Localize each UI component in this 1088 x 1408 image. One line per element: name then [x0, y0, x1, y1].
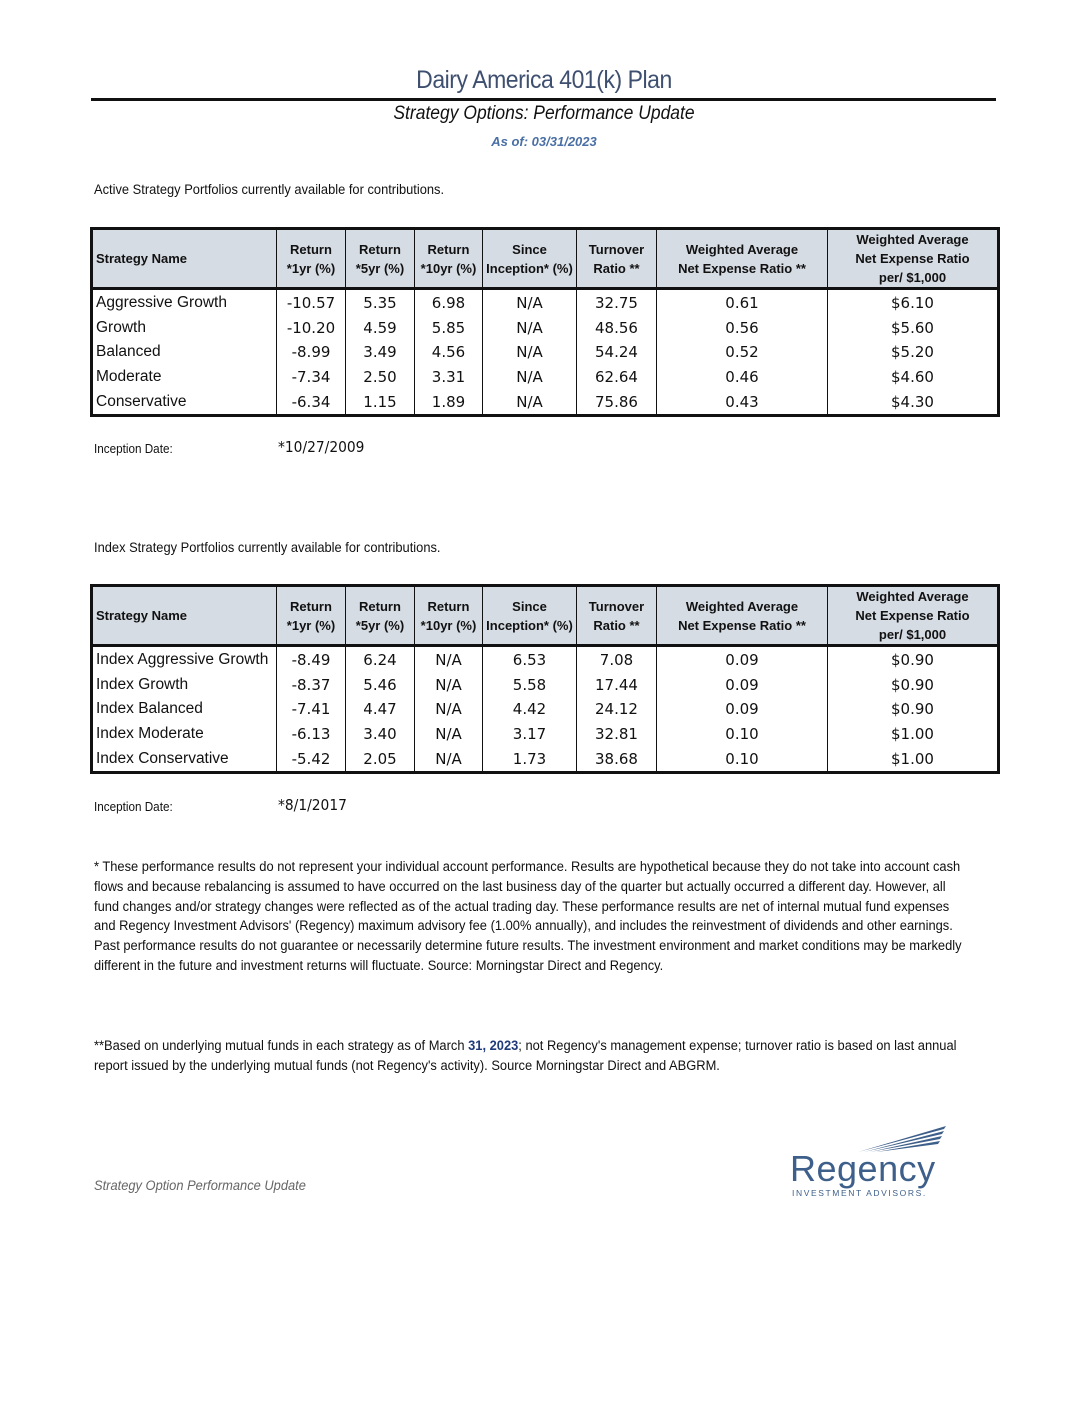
value-cell: $0.90	[891, 675, 934, 694]
expense-footnote-text-end: ; not Regency's management expense; turnover ratio is based on last annual report issued by the underlying mutual funds (not Regency's activity). Source Morningstar Direct and ABGRM.	[94, 1038, 957, 1073]
logo-wordmark: Regency	[790, 1148, 936, 1189]
value-cell: N/A	[483, 289, 577, 316]
column-header-line: Inception* (%)	[486, 617, 573, 633]
table-row	[92, 746, 999, 772]
value-cell: 0.46	[657, 365, 828, 390]
column-header-line: Return	[290, 241, 332, 257]
value-cell: 24.12	[577, 697, 657, 722]
column-header-line: Weighted Average	[685, 598, 799, 614]
performance-disclaimer: * These performance results do not represent your individual account performance. Results are hypothetical because they do not take into account cash flows and because rebalancing is assumed to have occurred on the last business day of the quarter but actually occurred a different day. However, all fund changes and/or strategy changes were reflected as of the actual trading day. These performance results are net of internal mutual fund expenses and Regency Investment Advisors' (Regency) maximum advisory fee (1.00% annually), and includes the reinvestment of dividends and other earnings. Past performance results do not guarantee or necessarily determine future results. The investment environment and market conditions may be markedly different in the future and investment returns will fluctuate. Source: Morningstar Direct and Regency.	[94, 859, 962, 973]
strategy-name-cell: Aggressive Growth	[92, 289, 277, 316]
column-header	[346, 229, 415, 289]
column-header-line: per/ $1,000	[878, 270, 947, 285]
column-header-line: Weighted Average	[685, 241, 799, 257]
value-cell: 1.89	[415, 389, 483, 415]
index-strategy-table	[90, 584, 1000, 774]
value-cell: 0.09	[657, 673, 828, 698]
value-cell: -8.37	[277, 673, 346, 698]
value-cell: 0.09	[657, 697, 828, 722]
value-cell: 0.10	[657, 722, 828, 747]
logo-tagline: INVESTMENT ADVISORS.	[792, 1188, 927, 1198]
column-header-line: Strategy Name	[96, 251, 188, 266]
value-cell: 32.75	[577, 289, 657, 316]
value-cell: -5.42	[277, 746, 346, 772]
value-cell: N/A	[483, 340, 577, 365]
column-header	[415, 586, 483, 646]
index-section-intro: Index Strategy Portfolios currently available for contributions.	[94, 539, 441, 555]
value-cell: 0.56	[657, 316, 828, 341]
value-cell: N/A	[415, 697, 483, 722]
value-cell: 6.98	[415, 289, 483, 316]
column-header-line: *10yr (%)	[420, 617, 477, 633]
table-row	[92, 697, 999, 722]
value-cell: $4.30	[891, 392, 934, 411]
column-header-line: Return	[290, 598, 332, 614]
report-subtitle: Strategy Options: Performance Update	[393, 103, 695, 124]
strategy-name-cell: Moderate	[92, 365, 277, 390]
column-header	[577, 586, 657, 646]
column-header	[483, 229, 577, 289]
value-cell: 2.05	[346, 746, 415, 772]
value-cell: 0.10	[657, 746, 828, 772]
column-header	[657, 586, 828, 646]
column-header	[828, 229, 999, 289]
column-header-line: Ratio **	[593, 260, 640, 276]
column-header-line: Return	[427, 598, 470, 614]
value-cell: 3.49	[346, 340, 415, 365]
column-header-line: Turnover	[588, 241, 645, 257]
column-header-line: Since	[512, 598, 547, 614]
active-section-intro: Active Strategy Portfolios currently available for contributions.	[94, 181, 445, 197]
column-header-line: per/ $1,000	[878, 627, 947, 642]
value-cell: 6.24	[346, 646, 415, 673]
value-cell: 62.64	[577, 365, 657, 390]
column-header-line: Net Expense Ratio **	[678, 617, 806, 633]
value-cell: $0.90	[891, 700, 934, 719]
expense-footnote-text: **Based on underlying mutual funds in each strategy as of March	[94, 1038, 469, 1053]
column-header-line: Net Expense Ratio	[855, 251, 970, 266]
strategy-name-cell: Index Balanced	[92, 697, 277, 722]
column-header-line: Return	[359, 241, 401, 257]
value-cell: -10.20	[277, 316, 346, 341]
value-cell: 54.24	[577, 340, 657, 365]
value-cell: 4.56	[415, 340, 483, 365]
column-header	[657, 229, 828, 289]
active-strategy-table	[90, 227, 1000, 417]
column-header-line: Return	[427, 241, 470, 257]
value-cell: $1.00	[891, 725, 934, 744]
value-cell: $0.90	[891, 651, 934, 670]
column-header	[577, 229, 657, 289]
column-header-line: Net Expense Ratio **	[678, 260, 806, 276]
column-header	[277, 229, 346, 289]
column-header	[483, 586, 577, 646]
footer-caption: Strategy Option Performance Update	[94, 1177, 306, 1193]
column-header-line: *1yr (%)	[286, 260, 336, 276]
table-header-row	[92, 229, 999, 289]
value-cell: $5.60	[891, 318, 934, 337]
regency-logo	[788, 1124, 953, 1204]
column-header	[828, 586, 999, 646]
table-row	[92, 389, 999, 415]
value-cell: 5.58	[483, 673, 577, 698]
value-cell: -6.13	[277, 722, 346, 747]
value-cell: N/A	[415, 646, 483, 673]
value-cell: 1.15	[346, 389, 415, 415]
value-cell: 2.50	[346, 365, 415, 390]
table-header-row	[92, 586, 999, 646]
value-cell: 0.43	[657, 389, 828, 415]
column-header-line: Inception* (%)	[486, 260, 573, 276]
table-row	[92, 289, 999, 316]
value-cell: $4.60	[891, 368, 934, 387]
table-row	[92, 722, 999, 747]
value-cell: 7.08	[577, 646, 657, 673]
value-cell: 6.53	[483, 646, 577, 673]
active-inception-label: Inception Date:	[94, 441, 173, 456]
value-cell: 5.35	[346, 289, 415, 316]
column-header	[415, 229, 483, 289]
column-header-line: Since	[512, 241, 547, 257]
value-cell: N/A	[415, 722, 483, 747]
value-cell: 3.31	[415, 365, 483, 390]
value-cell: 3.17	[483, 722, 577, 747]
value-cell: 5.46	[346, 673, 415, 698]
column-header-line: Weighted Average	[856, 232, 969, 247]
value-cell: N/A	[415, 746, 483, 772]
value-cell: -7.41	[277, 697, 346, 722]
value-cell: 75.86	[577, 389, 657, 415]
column-header-line: *5yr (%)	[355, 617, 405, 633]
strategy-name-cell: Balanced	[92, 340, 277, 365]
column-header-line: Ratio **	[593, 617, 640, 633]
plan-title: Dairy America 401(k) Plan	[416, 66, 672, 94]
title-divider	[91, 98, 996, 101]
value-cell: 3.40	[346, 722, 415, 747]
value-cell: 0.52	[657, 340, 828, 365]
column-header-line: *5yr (%)	[355, 260, 405, 276]
value-cell: 4.42	[483, 697, 577, 722]
table-row	[92, 365, 999, 390]
table-row	[92, 673, 999, 698]
value-cell: -8.49	[277, 646, 346, 673]
strategy-name-cell: Index Growth	[92, 673, 277, 698]
column-header-line: Net Expense Ratio	[855, 608, 970, 623]
column-header	[346, 586, 415, 646]
strategy-name-cell: Index Conservative	[92, 746, 277, 772]
strategy-name-cell: Index Moderate	[92, 722, 277, 747]
strategy-name-cell: Growth	[92, 316, 277, 341]
column-header-line: Turnover	[588, 598, 645, 614]
value-cell: N/A	[483, 316, 577, 341]
index-inception-label: Inception Date:	[94, 799, 173, 814]
column-header-line: Return	[359, 598, 401, 614]
column-header-line: Strategy Name	[96, 608, 188, 623]
table-row	[92, 316, 999, 341]
value-cell: -6.34	[277, 389, 346, 415]
table-row	[92, 646, 999, 673]
value-cell: -8.99	[277, 340, 346, 365]
value-cell: N/A	[415, 673, 483, 698]
value-cell: N/A	[483, 389, 577, 415]
value-cell: 32.81	[577, 722, 657, 747]
column-header-strategy-name	[92, 229, 277, 289]
table-row	[92, 340, 999, 365]
column-header	[277, 586, 346, 646]
index-inception-date: *8/1/2017	[278, 796, 347, 814]
strategy-name-cell: Index Aggressive Growth	[92, 646, 277, 673]
value-cell: $5.20	[891, 343, 934, 362]
column-header-line: *1yr (%)	[286, 617, 336, 633]
value-cell: 38.68	[577, 746, 657, 772]
value-cell: -10.57	[277, 289, 346, 316]
column-header-line: *10yr (%)	[420, 260, 477, 276]
active-inception-date: *10/27/2009	[278, 438, 365, 456]
value-cell: N/A	[483, 365, 577, 390]
value-cell: 0.61	[657, 289, 828, 316]
value-cell: $6.10	[891, 294, 934, 313]
strategy-name-cell: Conservative	[92, 389, 277, 415]
as-of-date: As of: 03/31/2023	[491, 134, 597, 149]
value-cell: 48.56	[577, 316, 657, 341]
value-cell: -7.34	[277, 365, 346, 390]
value-cell: 1.73	[483, 746, 577, 772]
value-cell: $1.00	[891, 749, 934, 768]
value-cell: 4.47	[346, 697, 415, 722]
column-header-line: Weighted Average	[856, 589, 969, 604]
value-cell: 5.85	[415, 316, 483, 341]
value-cell: 4.59	[346, 316, 415, 341]
expense-footnote-date: 31, 2023	[468, 1038, 519, 1053]
value-cell: 17.44	[577, 673, 657, 698]
expense-footnote	[94, 1036, 963, 1076]
value-cell: 0.09	[657, 646, 828, 673]
column-header-strategy-name	[92, 586, 277, 646]
